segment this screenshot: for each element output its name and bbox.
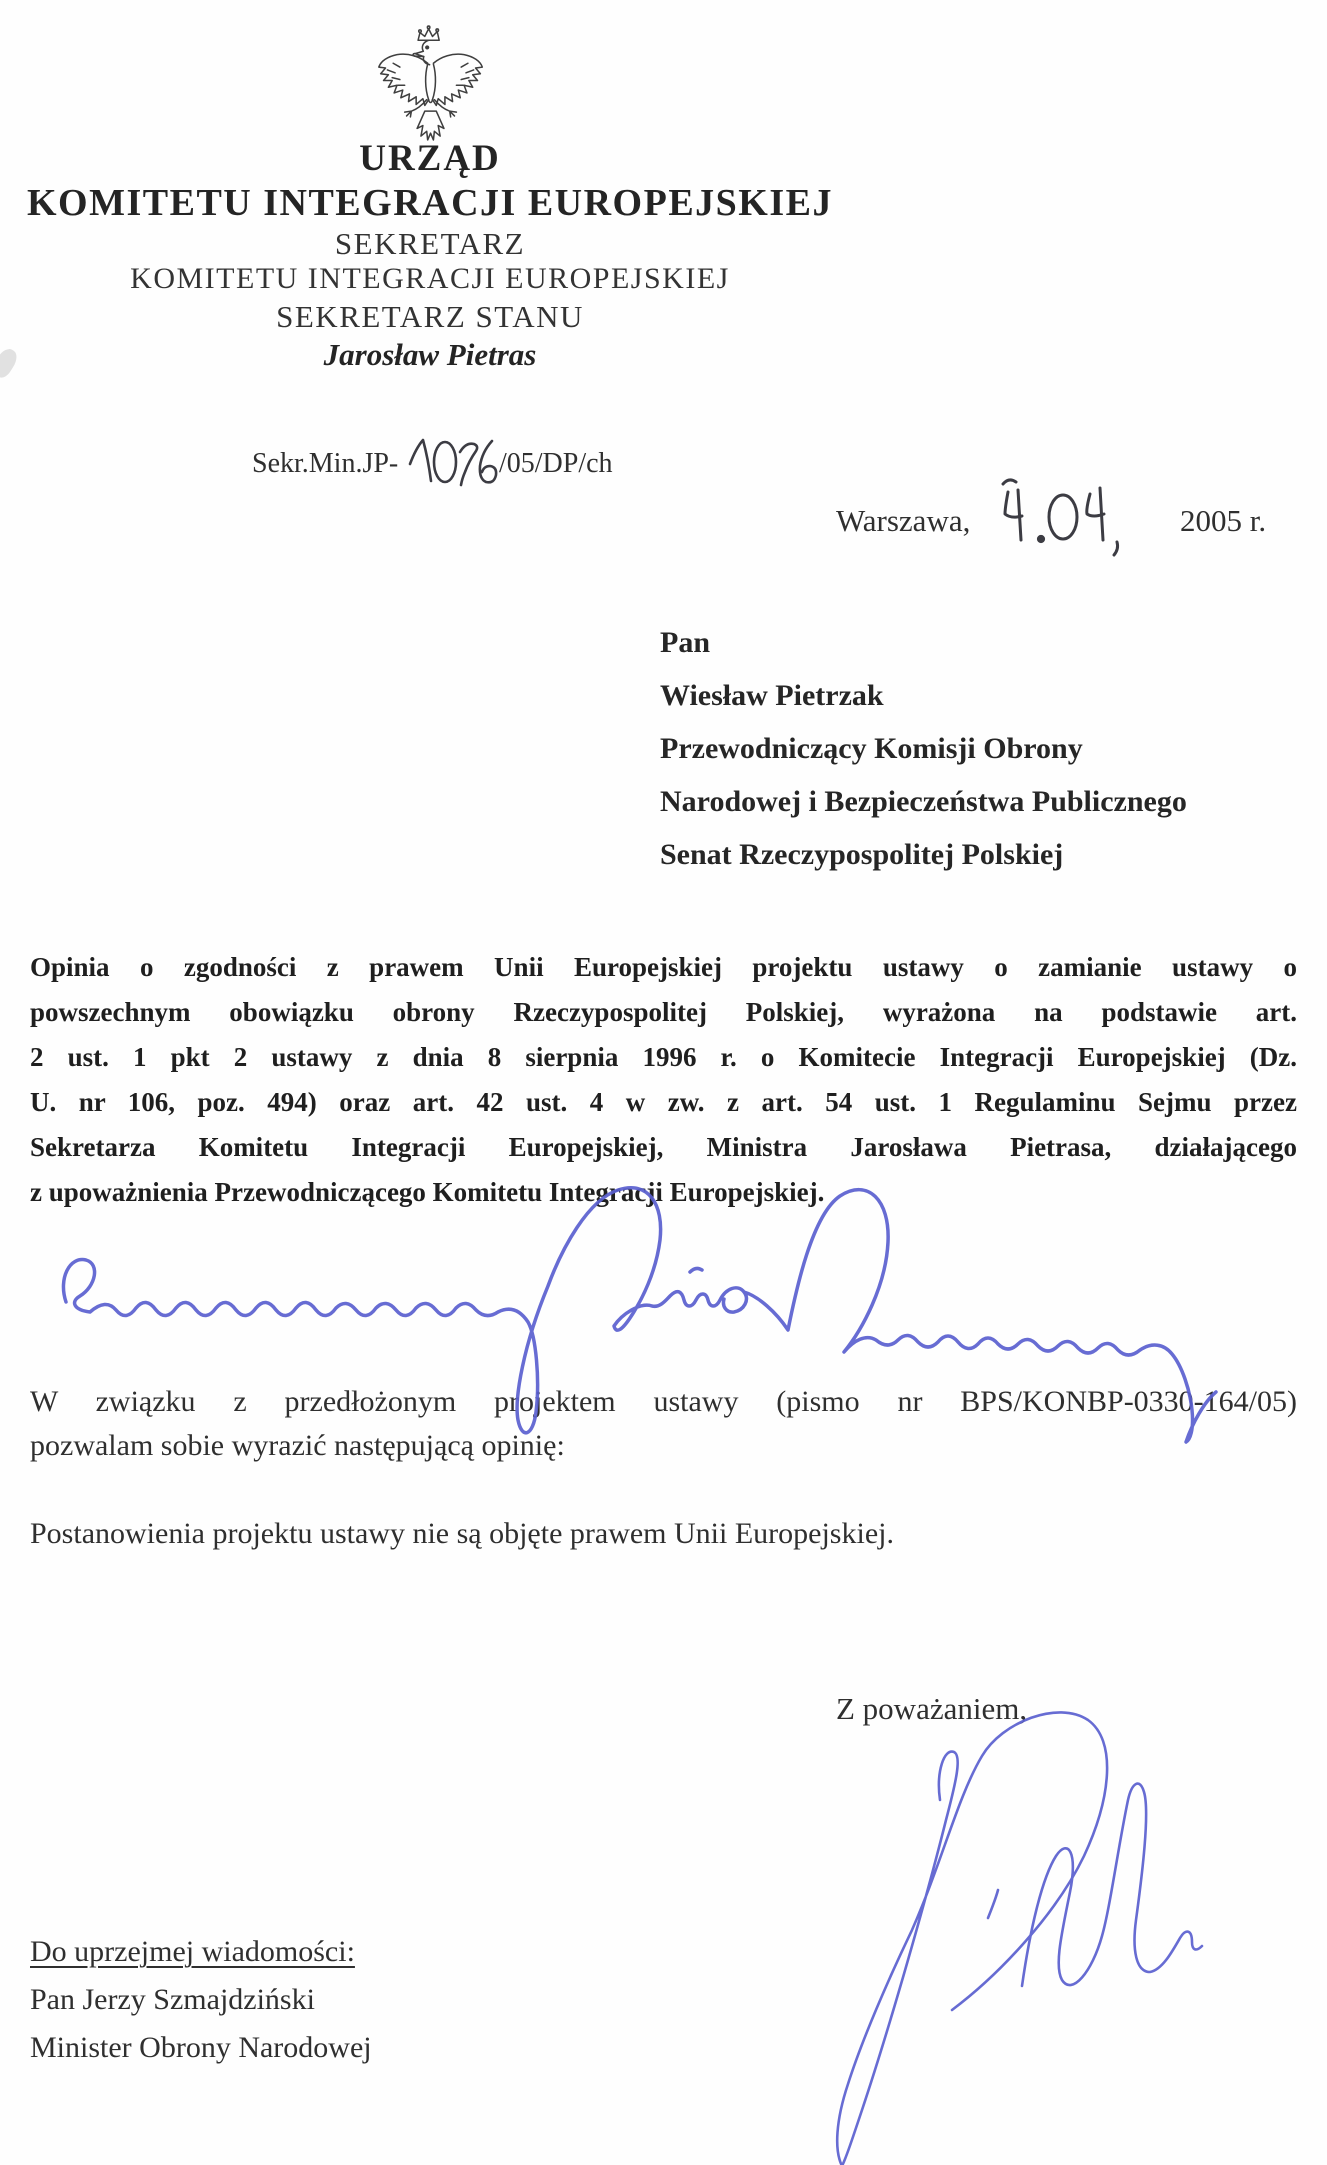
recipient-line: Wiesław Pietrzak — [660, 679, 884, 712]
cc-line: Pan Jerzy Szmajdziński — [30, 1983, 315, 2016]
subject-line: 2 ust. 1 pkt 2 ustawy z dnia 8 sierpnia 1996 r. o Komitecie Integracji Europejskiej (Dz. — [30, 1042, 1297, 1072]
reference-number-suffix: /05/DP/ch — [499, 448, 613, 479]
subject-line: Opinia o zgodności z prawem Unii Europejskiej projektu ustawy o zamianie ustawy o — [30, 952, 1297, 982]
letterhead-secretary: SEKRETARZ — [334, 226, 526, 261]
signature-closing-ink — [837, 1712, 1202, 2165]
letterhead-committee-title: KOMITETU INTEGRACJI EUROPEJSKIEJ — [26, 182, 833, 224]
reference-number-prefix: Sekr.Min.JP- — [252, 448, 399, 479]
subject-line: z upoważnienia Przewodniczącego Komitetu Integracji Europejskiej. — [30, 1177, 825, 1207]
cc-block — [30, 1928, 372, 2072]
handwritten-date — [1003, 480, 1118, 555]
letterhead-secretary-of-state: SEKRETARZ STANU — [276, 299, 584, 334]
closing-salutation: Z poważaniem, — [836, 1691, 1028, 1726]
body-paragraph — [30, 1380, 1297, 1468]
letterhead-committee-subtitle: KOMITETU INTEGRACJI EUROPEJSKIEJ — [130, 262, 730, 295]
recipient-block — [660, 616, 1187, 881]
letterhead-office-title: URZĄD — [359, 138, 501, 179]
recipient-line: Przewodniczący Komisji Obrony — [660, 732, 1083, 765]
subject-line: U. nr 106, poz. 494) oraz art. 42 ust. 4 w zw. z art. 54 ust. 1 Regulaminu Sejmu przez — [30, 1087, 1297, 1117]
cc-line: Minister Obrony Narodowej — [30, 2031, 372, 2064]
subject-line: Sekretarza Komitetu Integracji Europejskiej, Ministra Jarosława Pietrasa, działającego — [30, 1132, 1297, 1162]
subject-line: powszechnym obowiązku obrony Rzeczypospolitej Polskiej, wyrażona na podstawie art. — [30, 997, 1297, 1027]
dateline-year: 2005 r. — [1180, 503, 1267, 538]
handwritten-ref-number — [410, 440, 496, 485]
dateline-city: Warszawa, — [836, 503, 971, 538]
subject-paragraph — [30, 945, 1297, 1215]
recipient-line: Narodowej i Bezpieczeństwa Publicznego — [660, 785, 1187, 818]
body-line: W związku z przedłożonym projektem ustawy (pismo nr BPS/KONBP-0330-164/05) — [30, 1385, 1297, 1418]
opinion-statement: Postanowienia projektu ustawy nie są objęte prawem Unii Europejskiej. — [30, 1517, 894, 1550]
recipient-line: Senat Rzeczypospolitej Polskiej — [660, 838, 1064, 871]
cc-heading: Do uprzejmej wiadomości: — [30, 1935, 355, 1968]
recipient-line: Pan — [660, 626, 711, 659]
letterhead-signatory-name: Jarosław Pietras — [323, 337, 537, 372]
body-line: pozwalam sobie wyrazić następującą opinię: — [30, 1429, 565, 1462]
